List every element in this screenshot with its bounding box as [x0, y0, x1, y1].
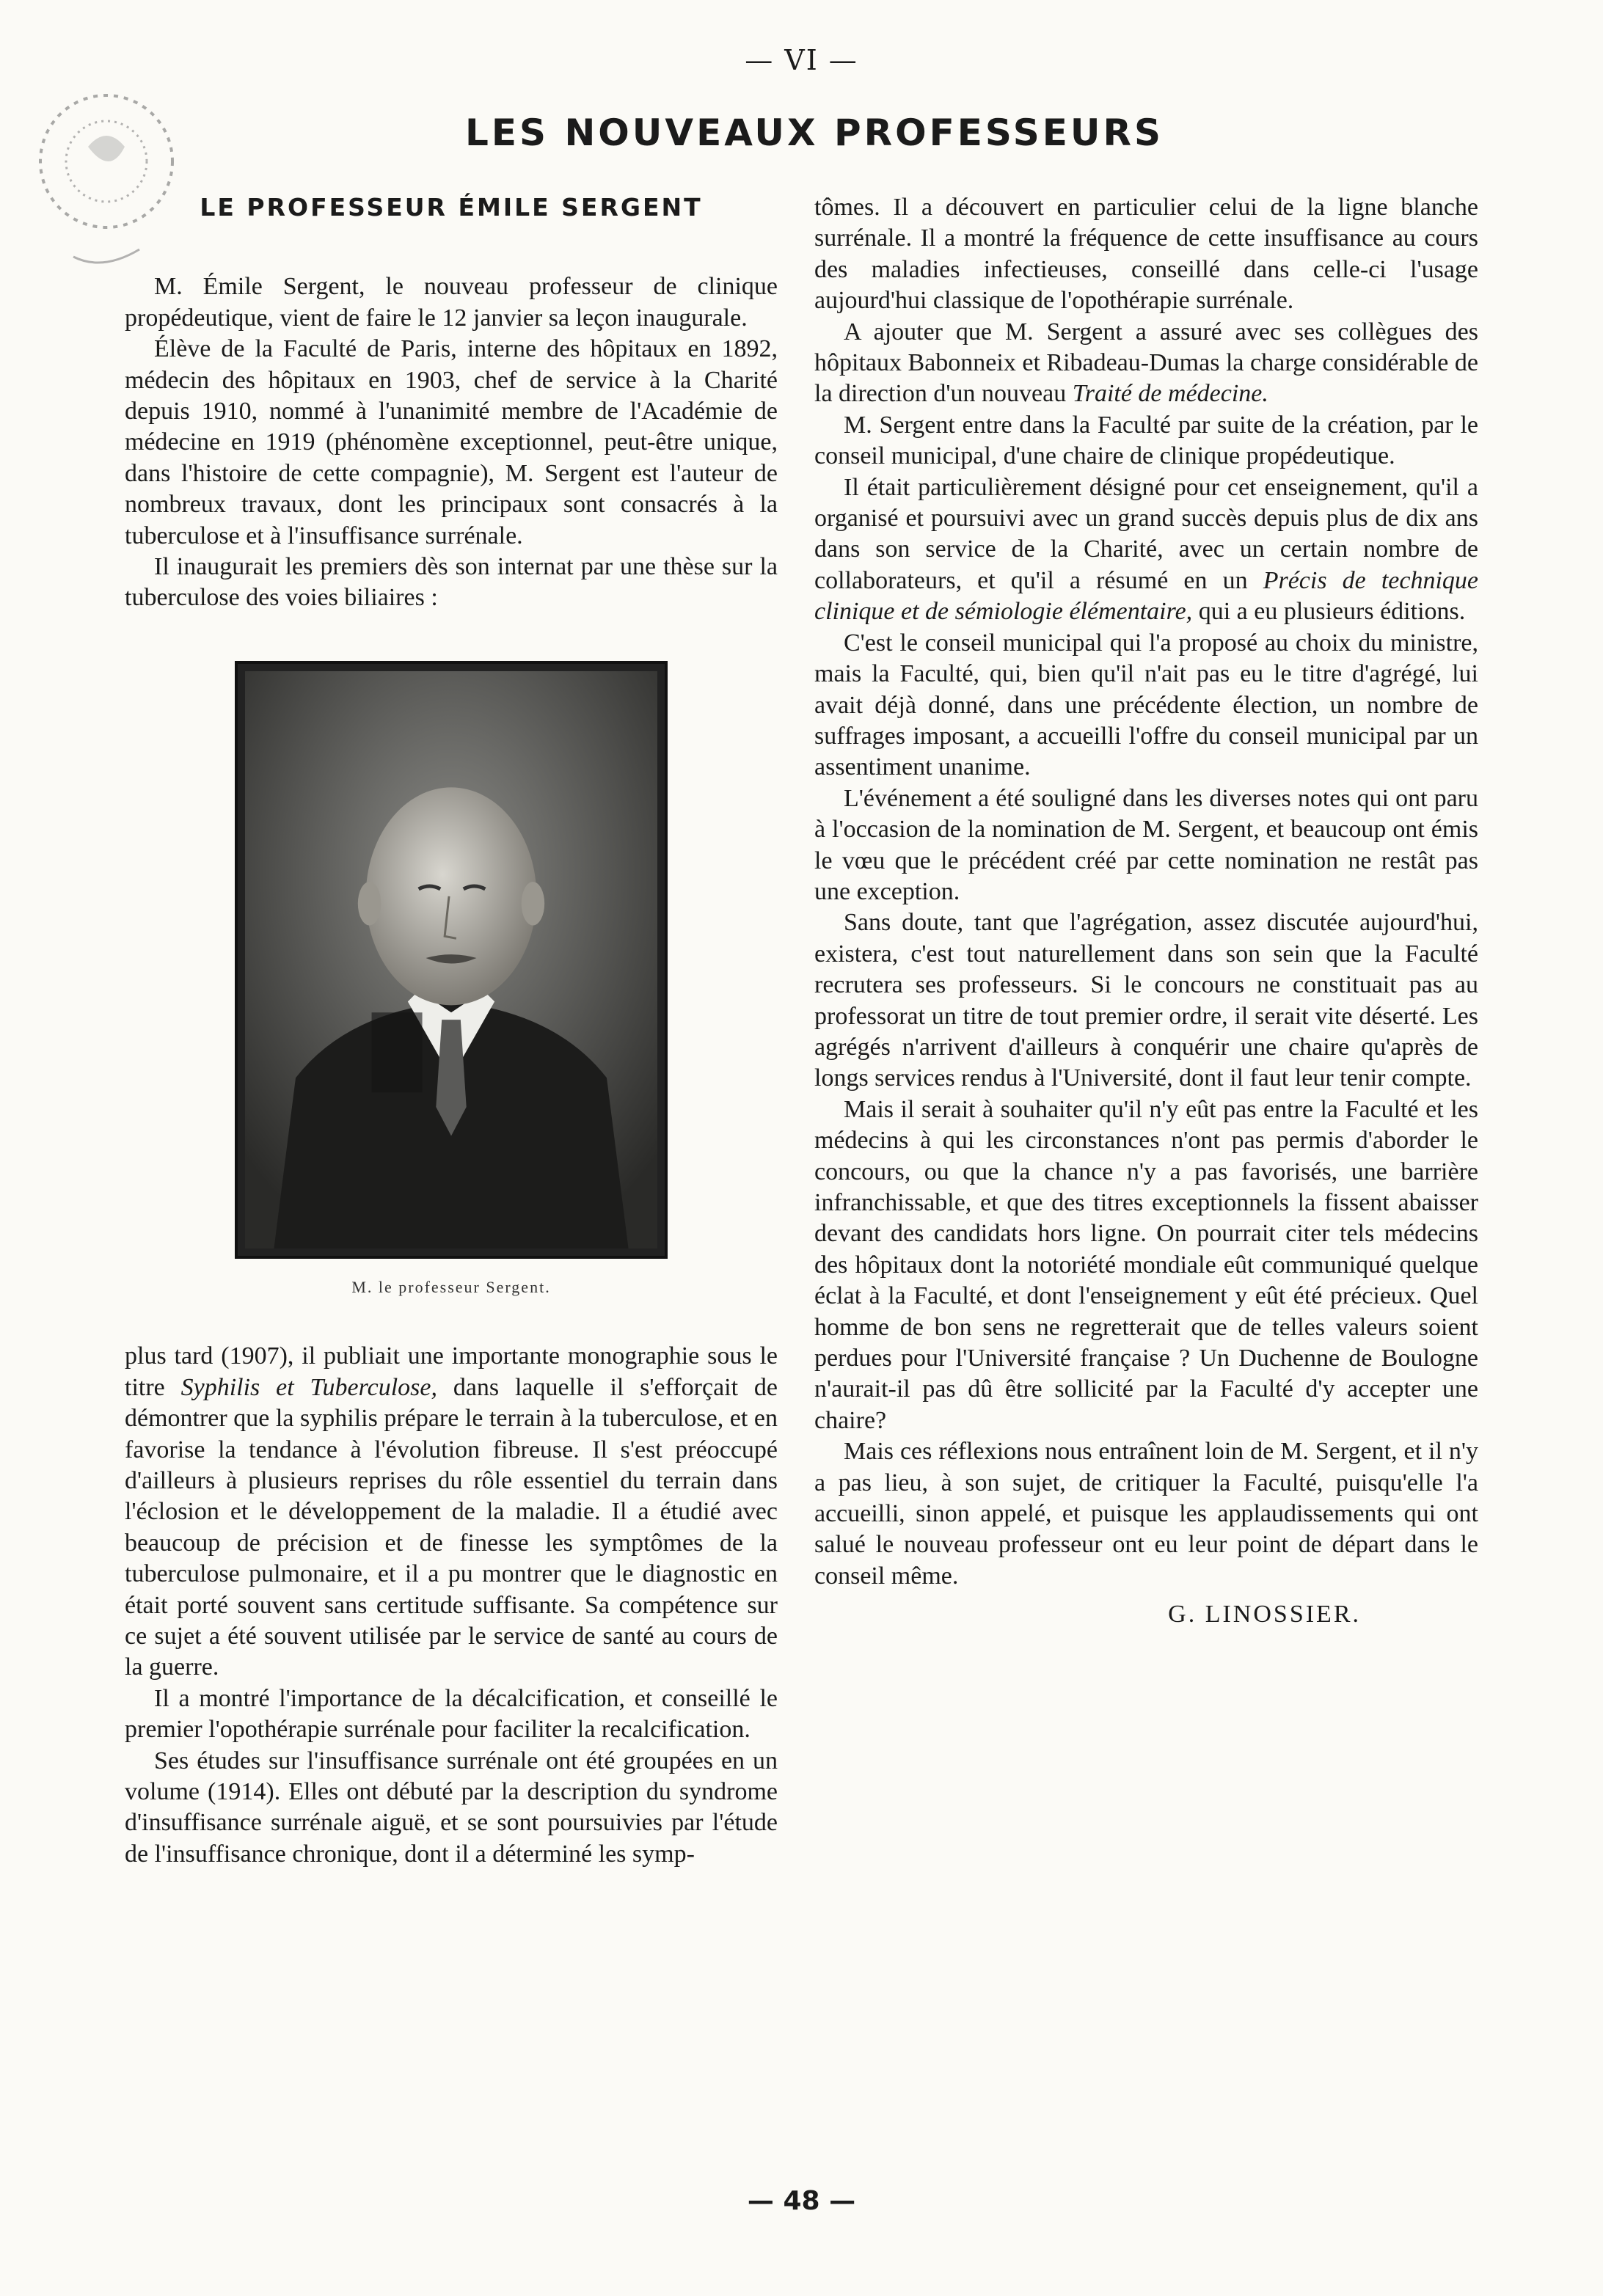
book-title: Précis de technique clinique et de sémiologie élémentaire, — [814, 566, 1478, 626]
paragraph: Ses études sur l'insuffisance surrénale ont été groupées en un volume (1914). Elles ont débuté par la description du syndrome d'insuffisance surrénale aiguë, et se sont poursuivies par l'étude de l'insuffisance chronique, dont il a déterminé les symp- — [125, 1747, 778, 1868]
paragraph: tômes. Il a découvert en particulier celui de la ligne blanche surrénale. Il a montré la fréquence de cette insuffisance au cours des maladies infectieuses, conseillé dans celle-ci l'usage aujourd'hui classique de l'opothérapie surrénale. — [814, 194, 1478, 315]
book-title: Syphilis et Tuberculose, — [180, 1373, 437, 1401]
paragraph: L'événement a été souligné dans les diverses notes qui ont paru à l'occasion de la nomination de M. Sergent, et beaucoup ont émis le vœu que le précédent créé par cette nomination ne restât pas une exception. — [814, 784, 1478, 905]
article-subhead: LE PROFESSEUR ÉMILE SERGENT — [200, 193, 703, 222]
paragraph: C'est le conseil municipal qui l'a proposé au choix du ministre, mais la Faculté, qui, bien qu'il n'ait pas eu le titre d'agrégé, lui avait déjà donné, dans une précédente élection, un nombre de suffrages imposant, a accueilli l'offre du conseil municipal par un assentiment unanime. — [814, 629, 1478, 781]
paragraph: Il était particulièrement désigné pour cet enseignement, qu'il a organisé et poursuivi avec un grand succès depuis plus de dix ans dans son service de la Charité, avec un certain nombre de collaborateurs, et qu'il a résumé en un Précis de technique clinique et de sémiologie élémentaire, qui a eu plusieurs éditions. — [814, 473, 1478, 626]
photo-caption: M. le professeur Sergent. — [351, 1277, 551, 1296]
paragraph: Mais il serait à souhaiter qu'il n'y eût pas entre la Faculté et les médecins à qui les circonstances n'ont pas permis d'aborder le concours, ou que la chance n'y a pas favorisés, une barrière infranchissable, et que des titres exceptionnels la fissent abaisser devant des candidats hors ligne. On pourrait citer tels médecins des hôpitaux dont la notoriété mondiale eût communiqué quelque éclat à la Faculté, et dont l'enseignement y eût été précieux. Quel homme de bon sens ne regretterait que de telles valeurs soient perdues pour l'Université française ? Un Duchenne de Boulogne n'aurait-il pas dû être sollicité par la Faculté d'y accepter une chaire? — [814, 1095, 1478, 1434]
paragraph: Il inaugurait les premiers dès son internat par une thèse sur la tuberculose des voies biliaires : — [125, 553, 778, 612]
paragraph: Sans doute, tant que l'agrégation, assez discutée aujourd'hui, existera, c'est tout naturellement dans son sein que la Faculté recrutera ses professeurs. Si le concours ne constituait pas au professorat un titre de tout premier ordre, il serait vite déserté. Les agrégés n'arrivent d'ailleurs à conquérir une chaire qu'après de longs services rendus à l'Université, dont il faut leur tenir compte. — [814, 909, 1478, 1092]
roman-page-number: — VI — — [745, 44, 858, 76]
portrait-photo — [235, 661, 668, 1259]
paragraph: M. Émile Sergent, le nouveau professeur de clinique propédeutique, vient de faire le 12 janvier sa leçon inaugurale. — [125, 273, 778, 332]
right-column — [814, 192, 1478, 1631]
paragraph: Il a montré l'importance de la décalcification, et conseillé le premier l'opothérapie surrénale pour faciliter la recalcification. — [125, 1684, 778, 1744]
book-title: Traité de médecine. — [1072, 380, 1268, 408]
paragraph: plus tard (1907), il publiait une importante monographie sous le titre Syphilis et Tuberculose, dans laquelle il s'efforçait de démontrer que la syphilis prépare le terrain à la tuberculose, et en favorise la tendance à l'évolution fibreuse. Il s'est préoccupé d'ailleurs à plusieurs reprises du rôle essentiel du terrain dans l'éclosion et le développement de la maladie. Il a étudié avec beaucoup de précision et de finesse les symptômes de la tuberculose pulmonaire, et il a pu montrer que le diagnostic en était porté souvent sans certitude suffisante. Sa compétence sur ce sujet a été souvent utilisée par le service de santé au cours de la guerre. — [125, 1342, 778, 1681]
paragraph: M. Sergent entre dans la Faculté par suite de la création, par le conseil municipal, d'une chaire de clinique propédeutique. — [814, 411, 1478, 470]
page-title: LES NOUVEAUX PROFESSEURS — [465, 111, 1164, 154]
paragraph: Élève de la Faculté de Paris, interne des hôpitaux en 1892, médecin des hôpitaux en 1903, chef de service à la Charité depuis 1910, nommé à l'unanimité membre de l'Académie de médecine en 1919 (phénomène exceptionnel, peut-être unique, dans l'histoire de cette compagnie), M. Sergent est l'auteur de nombreux travaux, dont les principaux sont consacrés à la tuberculose et à l'insuffisance surrénale. — [125, 335, 778, 549]
author-signature: G. LINOSSIER. — [1168, 1601, 1361, 1628]
paragraph: A ajouter que M. Sergent a assuré avec ses collègues des hôpitaux Babonneix et Ribadeau-Dumas la charge considérable de la direction d'un nouveau Traité de médecine. — [814, 318, 1478, 408]
paragraph: Mais ces réflexions nous entraînent loin de M. Sergent, et il n'y a pas lieu, à son sujet, de critiquer la Faculté, puisqu'elle l'a accueilli, sinon appelé, et puisque les applaudissements qui ont salué le nouveau professeur ont eu leur point de départ dans le conseil même. — [814, 1438, 1478, 1590]
portrait-image — [245, 671, 657, 1248]
page-number: — 48 — — [747, 2186, 856, 2216]
left-column — [125, 192, 778, 1870]
